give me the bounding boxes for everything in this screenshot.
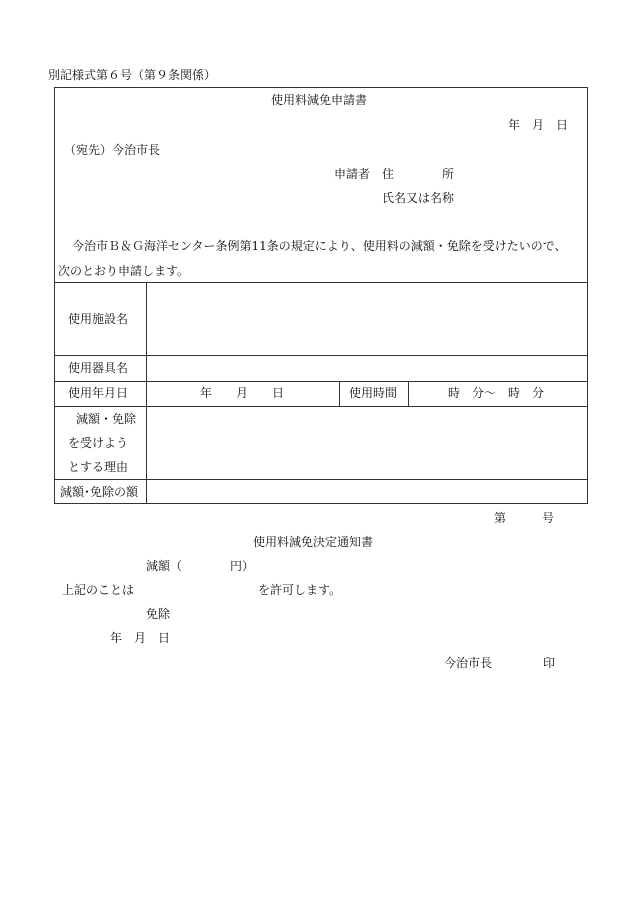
address-label: 住 所 bbox=[382, 167, 455, 181]
application-date: 年 月 日 bbox=[508, 118, 569, 132]
reduction-label: 減額（ 円） bbox=[146, 559, 255, 573]
applicant-label: 申請者 bbox=[334, 167, 371, 181]
exemption-label: 免除 bbox=[146, 607, 171, 621]
notice-date: 年 月 日 bbox=[110, 631, 171, 645]
reason-label-line1: 減額・免除 bbox=[76, 412, 137, 426]
table-time-divider bbox=[339, 381, 340, 406]
name-label: 氏名又は名称 bbox=[382, 191, 455, 205]
date-value: 年 月 日 bbox=[200, 386, 285, 400]
amount-label: 減額･免除の額 bbox=[60, 485, 139, 499]
time-value: 時 分～ 時 分 bbox=[448, 386, 545, 400]
table-row-divider bbox=[54, 479, 588, 480]
application-body-line1: 今治市Ｂ＆Ｇ海洋センター条例第11条の規定により、使用料の減額・免除を受けたいので、 bbox=[72, 239, 567, 253]
permit-text: を許可します。 bbox=[258, 583, 342, 597]
seal-label: 印 bbox=[543, 656, 556, 670]
mayor-label: 今治市長 bbox=[444, 656, 493, 670]
notice-number: 第 号 bbox=[494, 511, 555, 525]
date-label: 使用年月日 bbox=[68, 386, 129, 400]
table-row-divider bbox=[54, 355, 588, 356]
table-row-divider bbox=[54, 406, 588, 407]
addressee: （宛先）今治市長 bbox=[64, 143, 161, 157]
matter-text: 上記のことは bbox=[62, 583, 135, 597]
form-number: 別記様式第６号（第９条関係） bbox=[48, 68, 217, 82]
table-row-divider bbox=[54, 381, 588, 382]
time-label: 使用時間 bbox=[349, 386, 398, 400]
application-title: 使用料減免申請書 bbox=[271, 93, 368, 107]
facility-label: 使用施設名 bbox=[68, 312, 129, 326]
table-label-column-divider bbox=[146, 282, 147, 504]
notice-title: 使用料減免決定通知書 bbox=[253, 535, 374, 549]
table-top-line bbox=[54, 282, 588, 283]
reason-label-line3: とする理由 bbox=[68, 460, 129, 474]
application-body-line2: 次のとおり申請します。 bbox=[58, 264, 190, 278]
equipment-label: 使用器具名 bbox=[68, 361, 129, 375]
table-time-divider bbox=[408, 381, 409, 406]
reason-label-line2: を受けよう bbox=[68, 436, 129, 450]
